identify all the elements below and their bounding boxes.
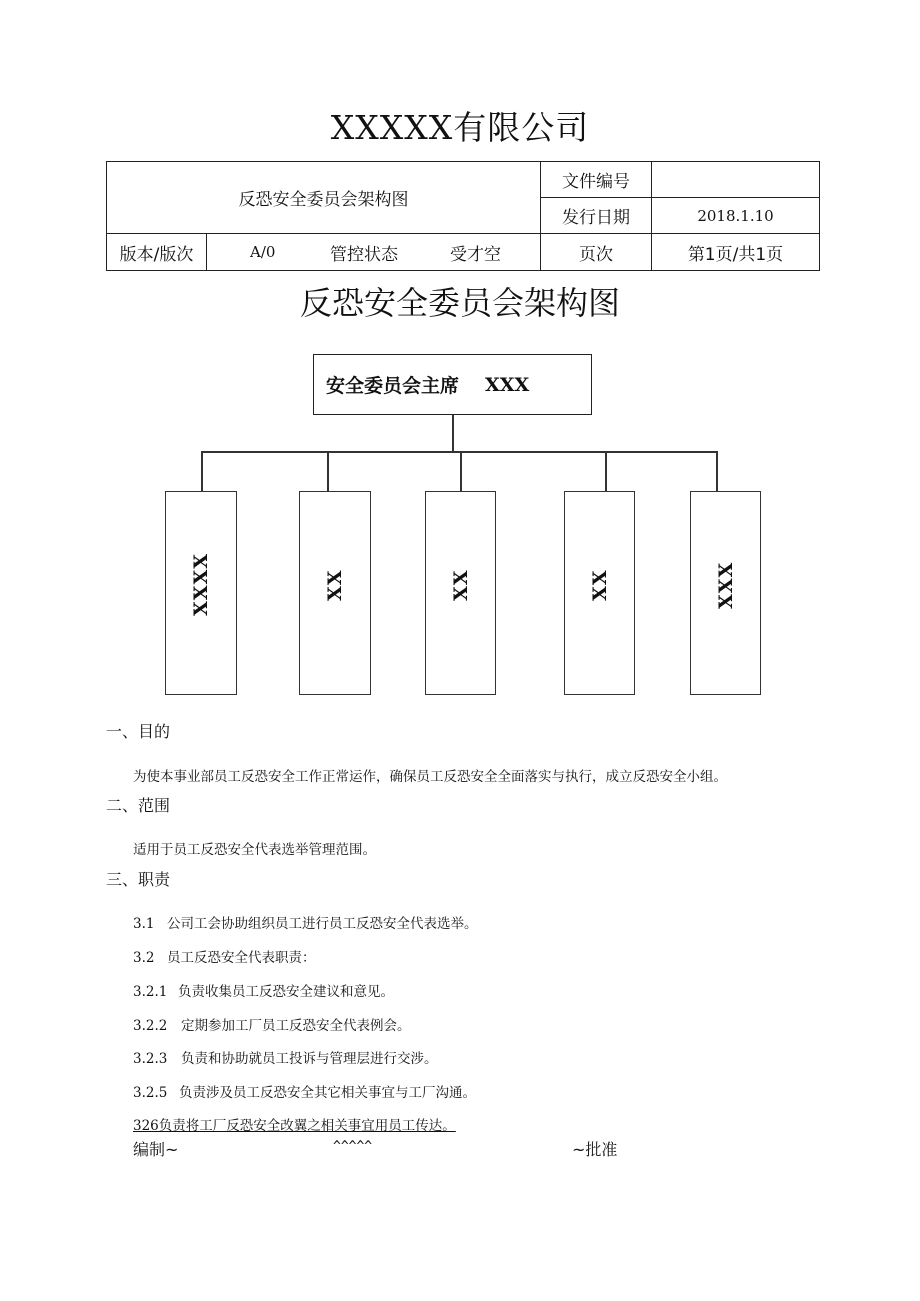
connector-branch	[327, 451, 329, 492]
connector-branch	[716, 451, 718, 492]
section-heading-purpose: 一、目的	[106, 722, 171, 741]
chair-box	[313, 354, 592, 415]
connector-branch	[605, 451, 607, 492]
control-label: 管控状态	[330, 244, 398, 265]
member-box	[690, 491, 761, 695]
control-value: 受才空	[450, 244, 501, 265]
issue-date-value: 2018.1.10	[651, 197, 820, 234]
connector-trunk	[452, 415, 454, 452]
chair-name: XXX	[485, 373, 530, 396]
version-value: A/0	[250, 243, 276, 261]
list-item-last: 326负责将工厂反恐安全改翼之相关事宜用员工传达。	[133, 1118, 456, 1134]
file-no-label: 文件编号	[540, 161, 652, 198]
item-text: 公司工会协助组织员工进行员工反恐安全代表选举。	[167, 916, 478, 932]
member-box	[165, 491, 237, 695]
list-item	[133, 980, 394, 1000]
item-text: 负责涉及员工反恐安全其它相关事宜与工厂沟通。	[179, 1085, 476, 1101]
member-box	[564, 491, 635, 695]
item-number: 3.2.5	[133, 1085, 168, 1101]
scope-text: 适用于员工反恐安全代表选举管理范围。	[133, 842, 376, 858]
purpose-text: 为使本事业部员工反恐安全工作正常运作，确保员工反恐安全全面落实与执行，成立反恐安全小组。	[133, 769, 727, 785]
member-box	[425, 491, 496, 695]
doc-title: 反恐安全委员会架构图	[299, 284, 620, 322]
list-item	[133, 946, 316, 966]
version-row	[206, 233, 541, 271]
item-number: 3.2.3	[133, 1051, 168, 1067]
list-item	[133, 1047, 438, 1067]
member-box	[299, 491, 371, 695]
item-text: 员工反恐安全代表职责：	[167, 950, 316, 966]
item-text: 负责收集员工反恐安全建议和意见。	[178, 984, 394, 1000]
member-name: XX	[449, 569, 472, 601]
item-text: 负责和协助就员工投诉与管理层进行交涉。	[181, 1051, 438, 1067]
compiled-by-label: 编制~	[133, 1140, 179, 1159]
connector-branch	[201, 451, 203, 492]
member-name: XXX	[714, 561, 737, 609]
item-number: 3.1	[133, 916, 155, 932]
page-value: 第1页/共1页	[651, 233, 820, 271]
reviewed-by-label: ^^^^^	[333, 1139, 373, 1154]
header-doc-title: 反恐安全委员会架构图	[106, 161, 541, 234]
item-text: 定期参加工厂员工反恐安全代表例会。	[181, 1018, 411, 1034]
issue-date-label: 发行日期	[540, 197, 652, 234]
member-name: XXXX	[190, 553, 212, 617]
list-item	[133, 1081, 476, 1101]
approved-by-label: ~批准	[572, 1140, 618, 1159]
member-name: XX	[324, 569, 346, 601]
company-title: XXXXX有限公司	[330, 108, 590, 147]
item-number: 3.2.1	[133, 984, 168, 1000]
chair-label: 安全委员会主席	[326, 375, 460, 397]
version-label: 版本/版次	[106, 233, 207, 271]
page-label: 页次	[540, 233, 652, 271]
list-item	[133, 1014, 411, 1034]
member-name: XX	[588, 569, 611, 601]
section-heading-scope: 二、范围	[106, 796, 171, 815]
connector-branch	[460, 451, 462, 492]
file-no-value	[651, 161, 820, 198]
list-item	[133, 912, 478, 932]
item-number: 3.2.2	[133, 1018, 168, 1034]
item-number: 3.2	[133, 950, 155, 966]
section-heading-duties: 三、职责	[106, 870, 171, 889]
